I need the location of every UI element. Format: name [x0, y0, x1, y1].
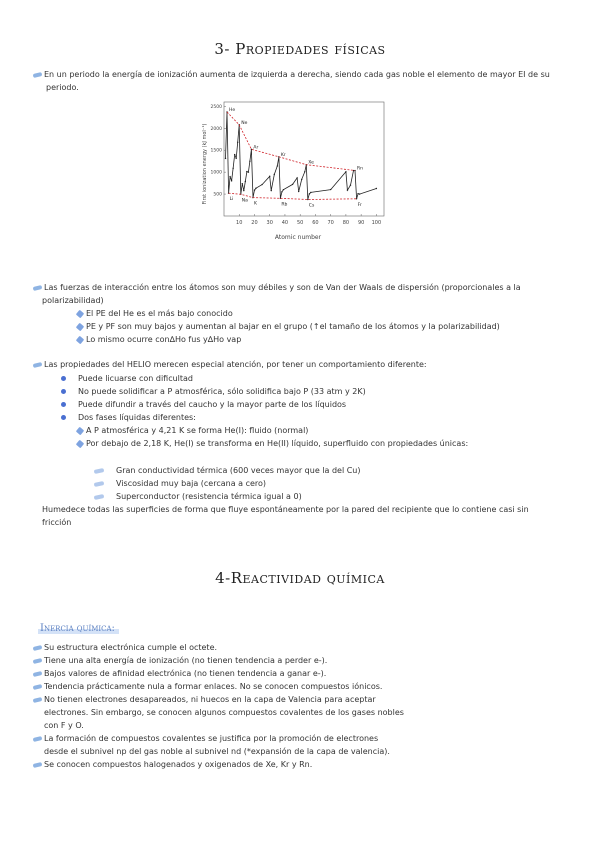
chart-point	[359, 193, 360, 194]
vdw-paragraph-cont: polarizabilidad)	[42, 296, 104, 305]
chart-point	[245, 181, 246, 182]
chart-point	[242, 183, 243, 184]
intro-paragraph: En un periodo la energía de ionización aumenta de izquierda a derecha, siendo cada gas noble el elemento de mayor EI de su	[33, 68, 550, 81]
pencil-bullet-icon	[76, 309, 84, 317]
chart-point	[296, 177, 297, 178]
chart-point	[274, 174, 275, 175]
bullet-dash-icon	[33, 71, 43, 77]
dot-bullet-icon	[61, 402, 66, 407]
chart-x-tick-label: 20	[251, 220, 258, 226]
pencil-bullet-icon	[76, 439, 84, 447]
chart-point	[246, 171, 247, 172]
list-item: No puede solidificar a P atmosférica, sólo solidifica bajo P (33 atm y 2K)	[61, 385, 366, 398]
list-item: Viscosidad muy baja (cercana a cero)	[94, 477, 266, 490]
chart-x-tick-label: 90	[357, 220, 365, 226]
chart-annotation: Ne	[241, 120, 248, 126]
list-item: El PE del He es el más bajo conocido	[77, 307, 233, 320]
chart-point	[255, 188, 256, 189]
chart-point	[310, 192, 311, 193]
dot-bullet-icon	[61, 389, 66, 394]
brush-bullet-icon	[94, 481, 105, 487]
bullet-dash-icon	[33, 761, 43, 767]
section-title-reactividad: 4-Reactividad química	[215, 569, 385, 587]
bullet-dash-icon	[33, 657, 43, 663]
bullet-dash-icon	[33, 696, 43, 702]
chart-point	[281, 191, 282, 192]
humedece-paragraph-cont: fricción	[42, 518, 72, 527]
chart-annotation: Rb	[281, 202, 288, 208]
chart-x-axis-label: Atomic number	[274, 234, 322, 241]
chart-point	[237, 142, 238, 143]
chart-point	[225, 158, 226, 159]
list-item: Puede difundir a través del caucho y la mayor parte de los líquidos	[61, 398, 346, 411]
chart-y-tick-label: 2500	[210, 104, 222, 110]
chart-point	[347, 189, 348, 190]
chart-x-tick-label: 10	[236, 220, 243, 226]
bullet-dash-icon	[33, 683, 43, 689]
list-item: Lo mismo ocurre con∆Ho fus y∆Ho vap	[77, 333, 241, 346]
chart-annotation: Xe	[308, 160, 314, 166]
chart-point	[269, 176, 270, 177]
chart-x-tick-label: 60	[312, 220, 319, 226]
chart-point	[301, 179, 302, 180]
pencil-bullet-icon	[76, 322, 84, 330]
chart-annotation: Cs	[308, 203, 315, 209]
chart-point	[283, 189, 284, 190]
chart-point	[271, 190, 272, 191]
list-item: Su estructura electrónica cumple el octete.	[33, 641, 217, 654]
list-item: Superconductor (resistencia térmica igual a 0)	[94, 490, 302, 503]
chart-point	[235, 158, 236, 159]
chart-frame	[224, 102, 384, 216]
list-item: Se conocen compuestos halogenados y oxigenados de Xe, Kr y Rn.	[33, 758, 312, 771]
chart-point	[261, 184, 262, 185]
bullet-dash-icon	[33, 670, 43, 676]
chart-point	[254, 189, 255, 190]
chart-x-tick-label: 80	[342, 220, 350, 226]
brush-bullet-icon	[94, 468, 105, 474]
intro-paragraph-cont: periodo.	[46, 83, 79, 92]
list-item: Puede licuarse con dificultad	[61, 372, 193, 385]
list-item: Tendencia prácticamente nula a formar enlaces. No se conocen compuestos iónicos.	[33, 680, 382, 693]
list-item: Por debajo de 2,18 K, He(I) se transforma en He(II) líquido, superfluido con propiedades únicas:	[77, 437, 468, 450]
list-item: Tiene una alta energía de ionización (no tienen tendencia a perder e-).	[33, 654, 327, 667]
chart-annotation: Kr	[280, 152, 286, 158]
vdw-paragraph: Las fuerzas de interacción entre los átomos son muy débiles y son de Van der Waals de dispersión (proporcionales a la	[33, 281, 521, 294]
chart-point	[356, 198, 357, 199]
chart-point	[353, 170, 354, 171]
section-title-propiedades: 3- Propiedades físicas	[214, 40, 386, 58]
chart-annotation: Rn	[357, 166, 364, 172]
chart-annotation: Fr	[357, 202, 362, 208]
list-item: Gran conductividad térmica (600 veces mayor que la del Cu)	[94, 464, 361, 477]
chart-point	[292, 184, 293, 185]
chart-annotation: He	[229, 107, 236, 113]
bullet-dash-icon	[33, 284, 43, 290]
chart-point	[330, 189, 331, 190]
chart-annotation: Li	[229, 197, 234, 203]
list-item: PE y PF son muy bajos y aumentan al bajar en el grupo (↑el tamaño de los átomos y la polarizabilidad)	[77, 320, 500, 333]
chart-point	[357, 193, 358, 194]
chart-point	[249, 160, 250, 161]
chart-point	[350, 184, 351, 185]
chart-point	[232, 168, 233, 169]
chart-point	[231, 180, 232, 181]
list-item: No tienen electrones desapareados, ni huecos en la capa de Valencia para aceptar	[33, 693, 376, 706]
chart-y-tick-label: 2000	[210, 126, 222, 132]
humedece-paragraph: Humedece todas las superficies de forma que fluye espontáneamente por la pared del recipiente que lo contiene casi sin	[42, 505, 529, 514]
chart-annotation: K	[253, 201, 257, 207]
ionization-energy-chart	[198, 94, 388, 244]
chart-point	[298, 191, 299, 192]
chart-point	[243, 190, 244, 191]
subtitle-inercia: Inercia química:	[38, 622, 119, 635]
bullet-dash-icon	[33, 361, 43, 367]
chart-x-tick-label: 40	[281, 220, 289, 226]
chart-x-tick-label: 30	[266, 220, 273, 226]
chart-x-tick-label: 100	[371, 220, 382, 226]
chart-point	[309, 193, 310, 194]
chart-y-axis-label: First ionization energy (kJ mol⁻¹)	[202, 123, 208, 205]
chart-y-tick-label: 1500	[210, 148, 222, 154]
chart-point	[304, 171, 305, 172]
pencil-bullet-icon	[76, 335, 84, 343]
list-item-cont: electrones. Sin embargo, se conocen algunos compuestos covalentes de los gases nobles	[44, 708, 404, 717]
chart-annotation: Ar	[253, 145, 259, 151]
chart-annotation: Na	[241, 198, 248, 204]
chart-point	[229, 176, 230, 177]
list-item: La formación de compuestos covalentes se justifica por la promoción de electrones	[33, 732, 378, 745]
helio-paragraph: Las propiedades del HELIO merecen especial atención, por tener un comportamiento diferente:	[33, 358, 427, 371]
list-item: Bajos valores de afinidad electrónica (no tienen tendencia a ganar e-).	[33, 667, 326, 680]
list-item-cont: con F y O.	[44, 721, 84, 730]
chart-point	[376, 188, 377, 189]
chart-point	[234, 154, 235, 155]
chart-x-tick-label: 50	[297, 220, 304, 226]
chart-x-tick-label: 70	[327, 220, 334, 226]
chart-y-tick-label: 1000	[210, 170, 222, 176]
list-item-cont: desde el subnivel np del gas noble al subnivel nd (*expansión de la capa de valencia).	[44, 747, 390, 756]
chart-point	[277, 165, 278, 166]
chart-y-tick-label: 500	[213, 192, 222, 198]
pencil-bullet-icon	[76, 426, 84, 434]
list-item: A P atmosférica y 4,21 K se forma He(I): fluido (normal)	[77, 424, 308, 437]
chart-point	[345, 171, 346, 172]
dot-bullet-icon	[61, 415, 66, 420]
bullet-dash-icon	[33, 735, 43, 741]
chart-point	[307, 199, 308, 200]
list-item: Dos fases líquidas diferentes:	[61, 411, 196, 424]
brush-bullet-icon	[94, 494, 105, 500]
bullet-dash-icon	[33, 644, 43, 650]
dot-bullet-icon	[61, 376, 66, 381]
chart-point	[248, 171, 249, 172]
